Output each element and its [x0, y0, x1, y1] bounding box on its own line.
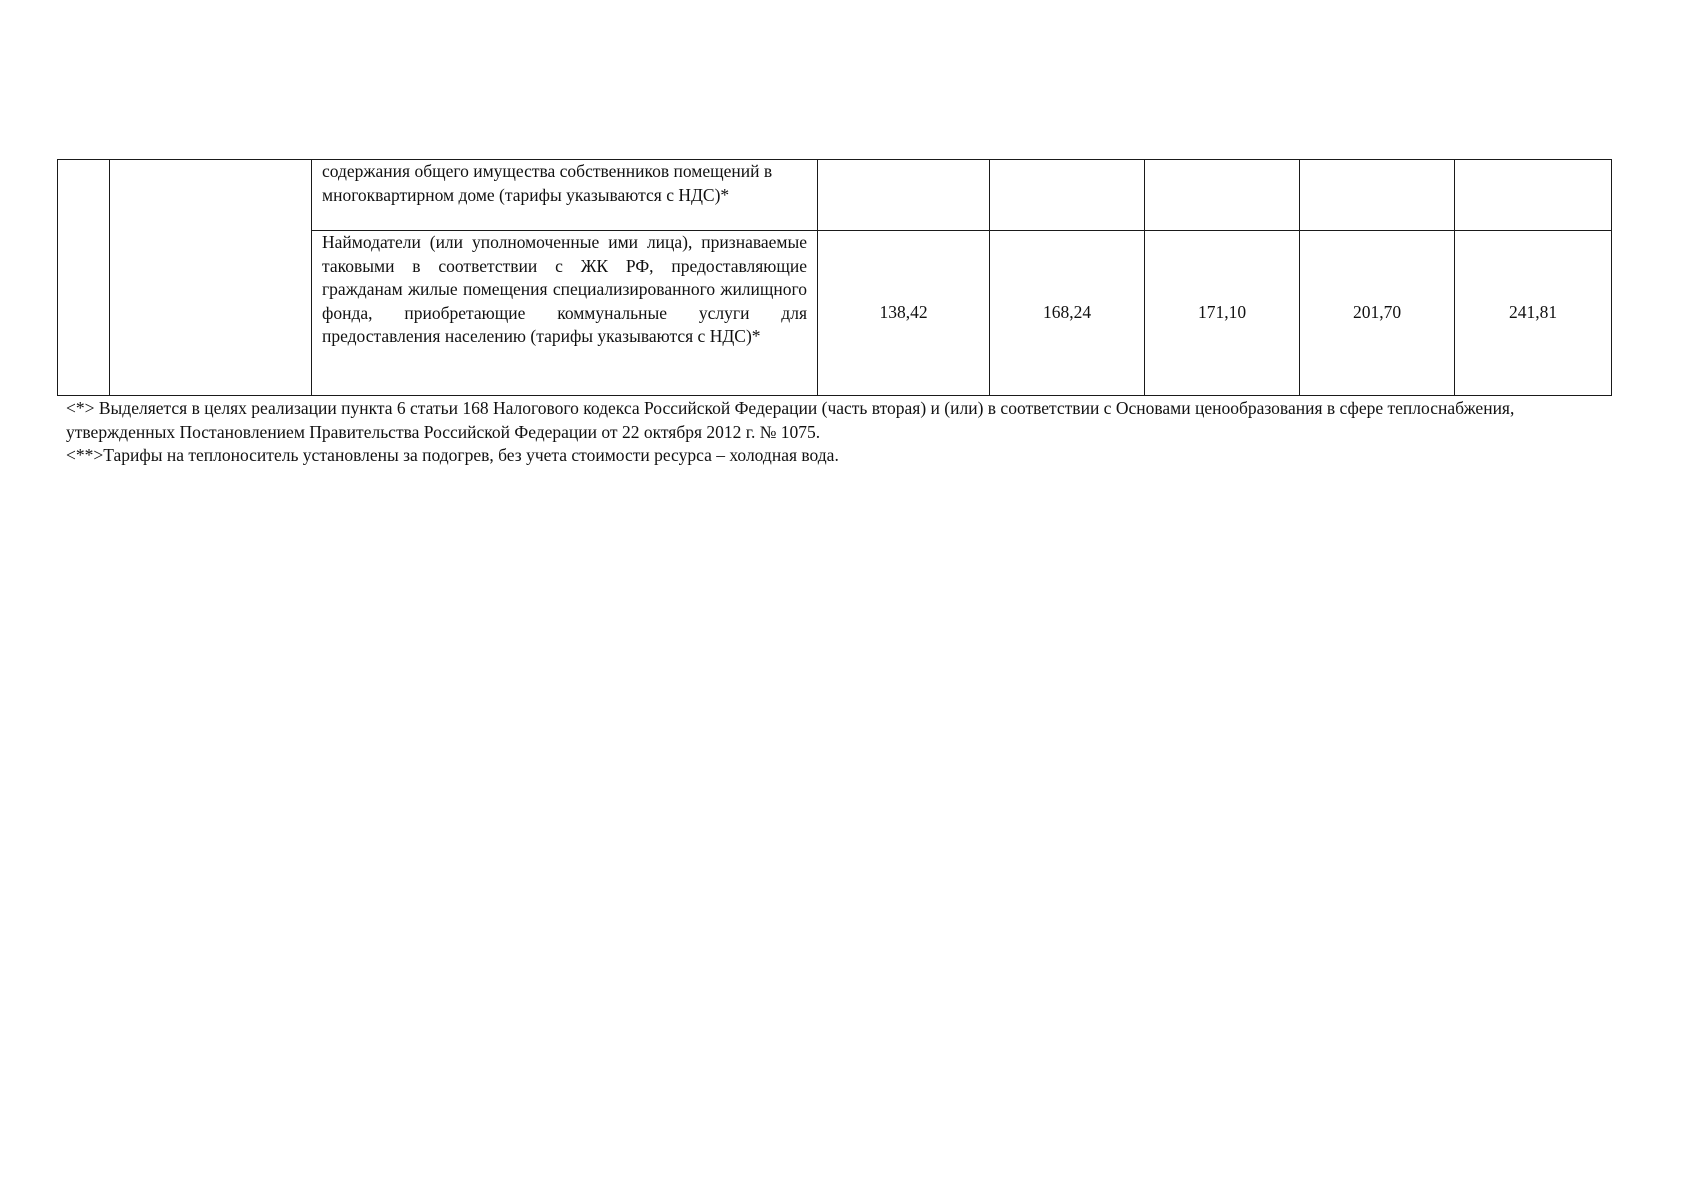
table-cell-value: 201,70 — [1300, 231, 1455, 396]
footnotes — [66, 397, 1596, 468]
table-cell-value: 171,10 — [1145, 231, 1300, 396]
table-cell-value — [990, 160, 1145, 231]
table-cell-value — [1455, 160, 1612, 231]
table-cell-consumer-group: Наймодатели (или уполномоченные ими лица), признаваемые таковыми в соответствии с ЖК РФ, предоставляющие гражданам жилые помещения специализированного жилищного фонда, приобретающие коммунальные услуги для предоставления населению (тарифы указываются с НДС)* — [312, 231, 818, 396]
table-cell-value — [1145, 160, 1300, 231]
table-cell-consumer-group: содержания общего имущества собственников помещений в многоквартирном доме (тарифы указываются с НДС)* — [312, 160, 818, 231]
table-cell-value: 138,42 — [818, 231, 990, 396]
table-cell-value: 241,81 — [1455, 231, 1612, 396]
table-cell-value — [1300, 160, 1455, 231]
footnote-vat: <*> Выделяется в целях реализации пункта 6 статьи 168 Налогового кодекса Российской Федерации (часть вторая) и (или) в соответствии с Основами ценообразования в сфере теплоснабжения, утвержденных Постановлением Правительства Российской Федерации от 22 октября 2012 г. № 1075. — [66, 398, 1515, 442]
footnote-coolant: <**>Тарифы на теплоноситель установлены за подогрев, без учета стоимости ресурса – холодная вода. — [66, 445, 839, 465]
table-row — [58, 160, 1612, 231]
table-cell-value: 168,24 — [990, 231, 1145, 396]
table-cell-value — [818, 160, 990, 231]
tariff-table — [57, 159, 1612, 396]
table-cell-index — [58, 160, 110, 396]
table-cell-organization — [110, 160, 312, 396]
